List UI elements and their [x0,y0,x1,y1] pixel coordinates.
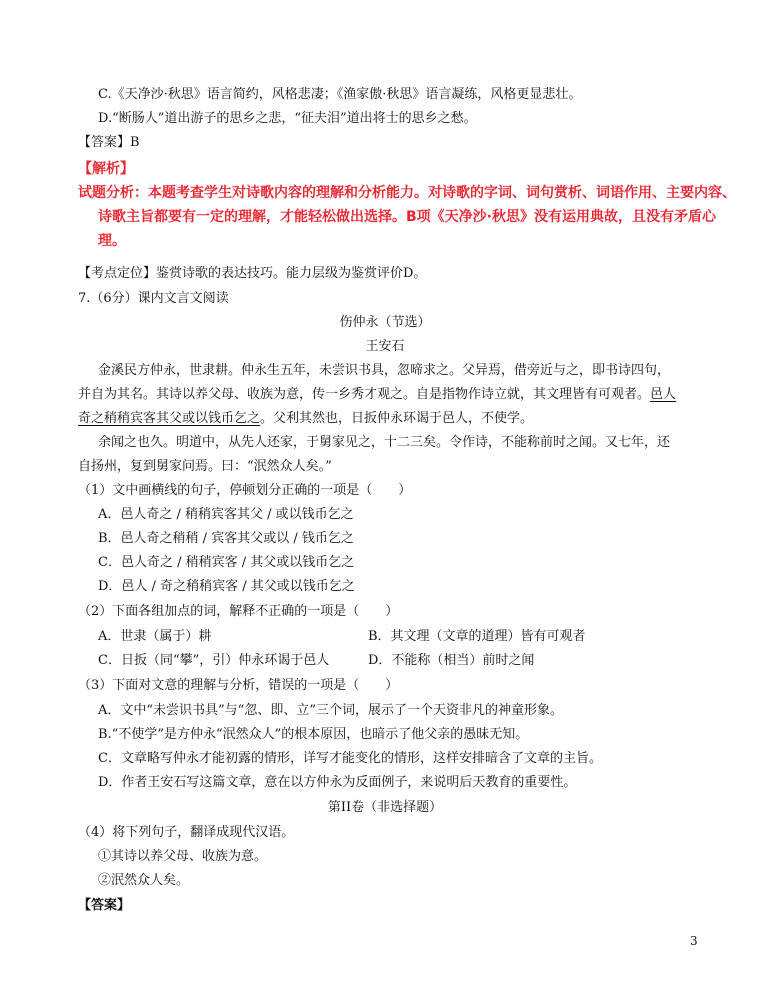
passage-author: 王安石 [365,339,405,354]
sub3-option-b: B.“不使学”是方仲永“泯然众人”的根本原因，也暗示了他父亲的愚昧无知。 [98,727,529,742]
underlined-sentence-part2: 奇之稍稍宾客其父或以钱币乞之 [78,411,261,426]
passage-text: 并自为其名。其诗以养父母、收族为意，传一乡秀才观之。自是指物作诗立就，其文理皆有可观者。 [78,387,651,402]
analysis-line-1: 试题分析：本题考查学生对诗歌内容的理解和分析能力。对诗歌的字词、词句赏析、词语作用、主要内容、 [78,185,736,201]
sub2-option-b: B．其文理（文章的道理）皆有可观者 [368,629,586,644]
q7-header: 7.（6分）课内文言文阅读 [78,291,229,306]
passage-title: 伤仲永（节选） [339,315,431,330]
sub1-option-d: D．邑人 / 奇之稍稍宾客 / 其父或以钱币乞之 [98,579,355,594]
sub1-option-b: B．邑人奇之稍稍 / 宾客其父或以 / 钱币乞之 [98,531,354,546]
sub3-stem: （3）下面对文意的理解与分析，错误的一项是（ ） [78,678,399,693]
underlined-sentence-part1: 邑人 [650,387,677,402]
answer-label: 【答案】 [78,898,131,913]
sub3-option-d: D．作者王安石写这篇文章，意在以方仲永为反面例子，来说明后天教育的重要性。 [98,775,577,790]
sub1-option-c: C．邑人奇之 / 稍稍宾客 / 其父或以钱币乞之 [98,555,355,570]
analysis-label: 【解析】 [78,161,134,177]
section-heading: 第II卷（非选择题） [327,800,443,815]
passage-text: 。父利其然也，日扳仲永环谒于邑人，不使学。 [260,411,534,426]
passage-line-2 [78,386,676,404]
sub2-option-d: D．不能称（相当）前时之闻 [368,653,535,668]
sub2-option-c: C．日扳（同“攀”，引）仲永环谒于邑人 [98,653,330,668]
sub3-option-a: A．文中“未尝识书具”与“忽、即、立”三个词，展示了一个天资非凡的神童形象。 [98,703,563,718]
sub3-option-c: C．文章略写仲永才能初露的情形，详写才能变化的情形，这样安排暗含了文章的主旨。 [98,751,602,766]
page-number: 3 [690,934,698,948]
sub4-stem: （4）将下列句子，翻译成现代汉语。 [78,825,295,840]
kaodian-line: 【考点定位】鉴赏诗歌的表达技巧。能力层级为鉴赏评价D。 [78,266,427,281]
q6-option-d: D.“断肠人”道出游子的思乡之悲，“征夫泪”道出将士的思乡之愁。 [98,111,477,126]
sub4-item-2: ②泯然众人矣。 [98,873,190,888]
passage-line-1: 金溪民方仲永，世隶耕。仲永生五年，未尝识书具，忽啼求之。父异焉，借旁近与之，即书诗四句， [98,363,671,378]
sub4-item-1: ①其诗以养父母、收族为意。 [98,849,268,864]
q6-answer: 【答案】B [78,135,140,150]
sub1-option-a: A．邑人奇之 / 稍稍宾客其父 / 或以钱币乞之 [98,507,354,522]
passage-line-5: 自扬州，复到舅家问焉。曰：“泯然众人矣。” [78,459,332,474]
analysis-line-3: 理。 [98,233,126,249]
passage-line-4: 余闻之也久。明道中，从先人还家，于舅家见之，十二三矣。令作诗，不能称前时之闻。又七年，还 [98,435,671,450]
sub2-option-a: A．世隶（属于）耕 [98,629,212,644]
passage-line-3 [78,410,533,428]
sub2-stem: （2）下面各组加点的词，解释不正确的一项是（ ） [78,604,399,619]
analysis-line-2: 诗歌主旨都要有一定的理解，才能轻松做出选择。B项《天净沙·秋思》没有运用典故，且没有矛盾心 [98,209,716,225]
q6-option-c: C.《天净沙·秋思》语言简约，风格悲凄；《渔家傲·秋思》语言凝练，风格更显悲壮。 [98,87,582,102]
sub1-stem: （1）文中画横线的句子，停顿划分正确的一项是（ ） [78,483,412,498]
